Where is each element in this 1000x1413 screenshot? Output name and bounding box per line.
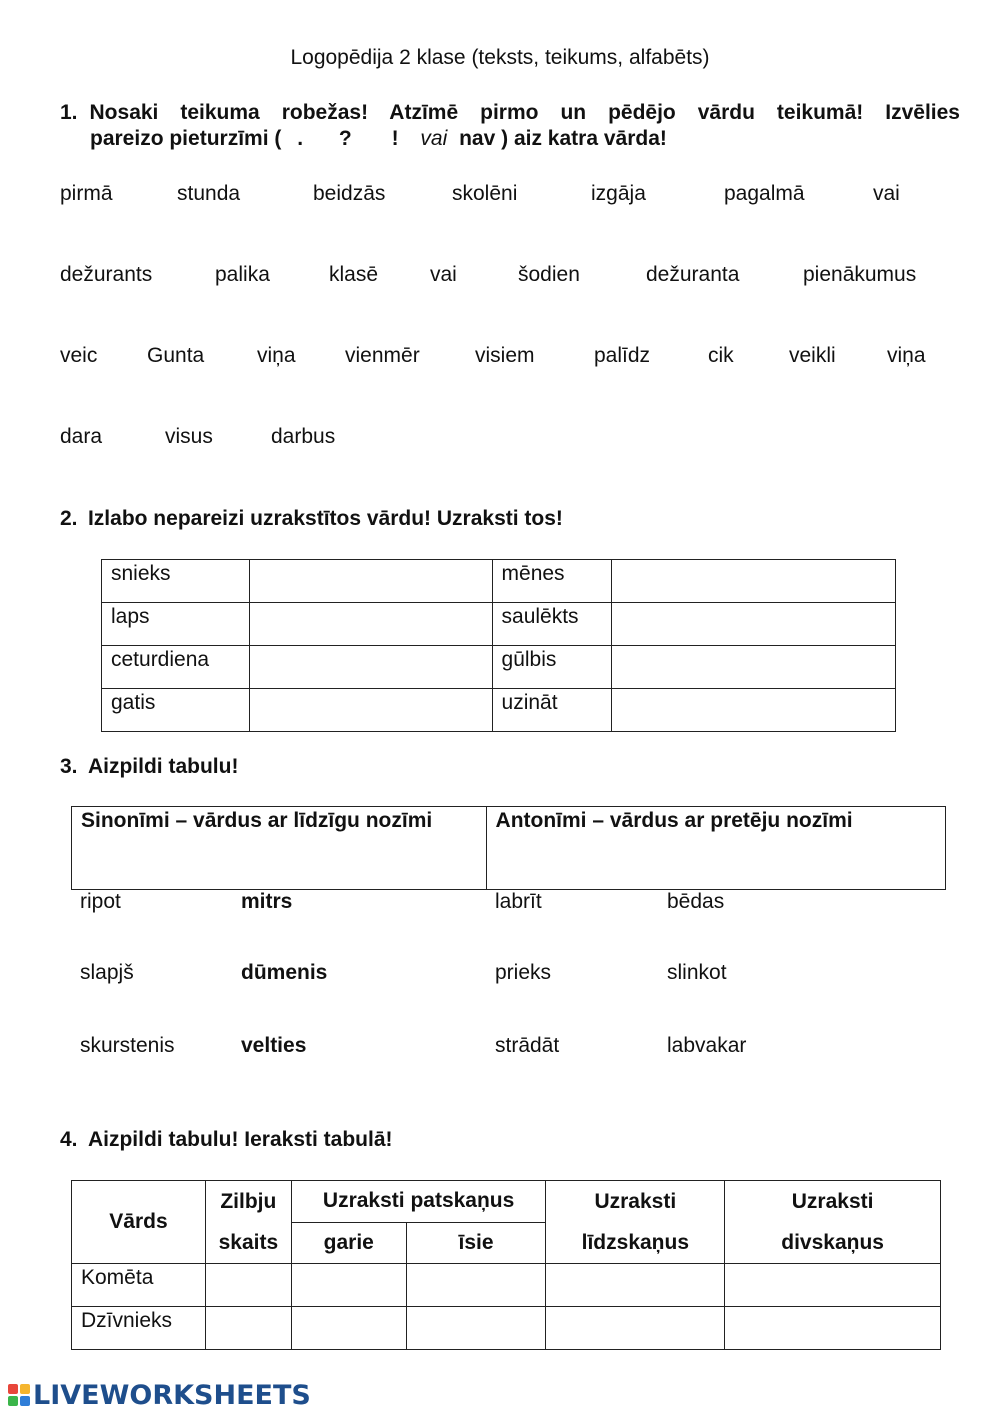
q3-table bbox=[71, 806, 946, 890]
answer-cell[interactable] bbox=[612, 560, 896, 603]
question-2-number: 2. bbox=[60, 507, 78, 530]
word[interactable]: cik bbox=[708, 344, 734, 367]
table-row bbox=[102, 689, 896, 732]
answer-cell[interactable] bbox=[291, 1307, 406, 1350]
word[interactable]: stunda bbox=[177, 182, 241, 205]
word-chip[interactable]: skurstenis bbox=[80, 1034, 175, 1057]
table-row bbox=[72, 807, 946, 890]
word-chip[interactable]: prieks bbox=[495, 961, 552, 984]
question-4 bbox=[60, 1128, 393, 1152]
word[interactable]: šodien bbox=[518, 263, 580, 286]
word[interactable]: klasē bbox=[329, 263, 379, 286]
question-1-number: 1. bbox=[60, 101, 78, 124]
question-3-number: 3. bbox=[60, 755, 78, 778]
answer-cell[interactable] bbox=[546, 1307, 725, 1350]
answer-cell[interactable] bbox=[291, 1264, 406, 1307]
answer-cell[interactable] bbox=[612, 603, 896, 646]
question-3-text: Aizpildi tabulu! bbox=[87, 755, 239, 778]
misspelled-word: gūlbis bbox=[492, 646, 612, 689]
word[interactable]: veic bbox=[60, 344, 98, 367]
word[interactable]: dežurants bbox=[60, 263, 153, 286]
word[interactable]: visiem bbox=[475, 344, 535, 367]
word-chip[interactable]: strādāt bbox=[495, 1034, 560, 1057]
table-row bbox=[102, 560, 896, 603]
answer-cell[interactable] bbox=[249, 603, 492, 646]
table-row bbox=[72, 1307, 941, 1350]
word-chip[interactable]: slinkot bbox=[667, 961, 727, 984]
header-long-vowels: garie bbox=[291, 1222, 406, 1264]
word[interactable]: veikli bbox=[789, 344, 836, 367]
q2-table bbox=[101, 559, 896, 732]
word[interactable]: pienākumus bbox=[803, 263, 917, 286]
word[interactable]: darbus bbox=[271, 425, 336, 448]
word-chip[interactable]: labvakar bbox=[667, 1034, 747, 1057]
logo-square bbox=[20, 1384, 30, 1394]
header-consonants-label: līdzskaņus bbox=[546, 1222, 725, 1264]
header-syllables-count: skaits bbox=[205, 1222, 291, 1264]
question-2 bbox=[60, 507, 563, 531]
question-1-line1: Nosaki teikuma robežas! Atzīmē pirmo un pēdējo vārdu teikumā! Izvēlies bbox=[89, 101, 960, 124]
page-title: Logopēdija 2 klase (teksts, teikums, alfabēts) bbox=[290, 46, 710, 69]
table-row bbox=[72, 1264, 941, 1307]
word[interactable]: pagalmā bbox=[724, 182, 805, 205]
logo-icon bbox=[8, 1384, 30, 1406]
q4-table bbox=[71, 1180, 941, 1350]
word-chip[interactable]: dūmenis bbox=[241, 961, 328, 984]
word[interactable]: beidzās bbox=[313, 182, 386, 205]
header-word: Vārds bbox=[72, 1181, 206, 1264]
misspelled-word: laps bbox=[102, 603, 250, 646]
table-row bbox=[102, 603, 896, 646]
word-cell: Komēta bbox=[72, 1264, 206, 1307]
word[interactable]: vai bbox=[873, 182, 900, 205]
word[interactable]: viņa bbox=[257, 344, 296, 367]
answer-cell[interactable] bbox=[249, 689, 492, 732]
word[interactable]: palika bbox=[215, 263, 270, 286]
header-short-vowels: īsie bbox=[406, 1222, 546, 1264]
word[interactable]: Gunta bbox=[147, 344, 205, 367]
word[interactable]: vai bbox=[430, 263, 457, 286]
word[interactable]: skolēni bbox=[452, 182, 518, 205]
answer-cell[interactable] bbox=[249, 646, 492, 689]
misspelled-word: mēnes bbox=[492, 560, 612, 603]
word[interactable]: izgāja bbox=[591, 182, 646, 205]
word[interactable]: vienmēr bbox=[345, 344, 420, 367]
word-chip[interactable]: ripot bbox=[80, 890, 121, 913]
word-chip[interactable]: slapjš bbox=[80, 961, 134, 984]
answer-cell[interactable] bbox=[249, 560, 492, 603]
header-consonants: Uzraksti bbox=[546, 1181, 725, 1223]
answer-cell[interactable] bbox=[406, 1307, 546, 1350]
answer-cell[interactable] bbox=[725, 1307, 941, 1350]
antonyms-header[interactable]: Antonīmi – vārdus ar pretēju nozīmi bbox=[486, 807, 945, 890]
header-syllables: Zilbju bbox=[205, 1181, 291, 1223]
table-header-row bbox=[72, 1181, 941, 1223]
misspelled-word: gatis bbox=[102, 689, 250, 732]
answer-cell[interactable] bbox=[612, 689, 896, 732]
logo-square bbox=[20, 1396, 30, 1406]
word[interactable]: dežuranta bbox=[646, 263, 740, 286]
word-chip[interactable]: velties bbox=[241, 1034, 307, 1057]
misspelled-word: saulēkts bbox=[492, 603, 612, 646]
question-1 bbox=[60, 101, 960, 151]
answer-cell[interactable] bbox=[546, 1264, 725, 1307]
answer-cell[interactable] bbox=[205, 1264, 291, 1307]
word[interactable]: dara bbox=[60, 425, 103, 448]
header-vowels: Uzraksti patskaņus bbox=[291, 1181, 546, 1223]
header-diphthongs-label: divskaņus bbox=[725, 1222, 941, 1264]
answer-cell[interactable] bbox=[205, 1307, 291, 1350]
logo-square bbox=[8, 1384, 18, 1394]
question-4-text: Aizpildi tabulu! Ieraksti tabulā! bbox=[87, 1128, 393, 1151]
word-chip[interactable]: mitrs bbox=[241, 890, 293, 913]
word[interactable]: viņa bbox=[887, 344, 926, 367]
misspelled-word: uzināt bbox=[492, 689, 612, 732]
header-diphthongs: Uzraksti bbox=[725, 1181, 941, 1223]
word[interactable]: pirmā bbox=[60, 182, 113, 205]
answer-cell[interactable] bbox=[725, 1264, 941, 1307]
table-row bbox=[102, 646, 896, 689]
logo-text: LIVEWORKSHEETS bbox=[33, 1379, 311, 1411]
word-chip[interactable]: bēdas bbox=[667, 890, 725, 913]
answer-cell[interactable] bbox=[406, 1264, 546, 1307]
word-chip[interactable]: labrīt bbox=[495, 890, 542, 913]
word[interactable]: palīdz bbox=[594, 344, 651, 367]
word[interactable]: visus bbox=[165, 425, 213, 448]
question-1-line2: pareizo pieturzīmi ( . ? ! vai nav ) aiz katra vārda! bbox=[90, 127, 667, 150]
logo-square bbox=[8, 1396, 18, 1406]
misspelled-word: snieks bbox=[102, 560, 250, 603]
misspelled-word: ceturdiena bbox=[102, 646, 250, 689]
answer-cell[interactable] bbox=[612, 646, 896, 689]
question-3 bbox=[60, 755, 238, 779]
word-cell: Dzīvnieks bbox=[72, 1307, 206, 1350]
synonyms-header[interactable]: Sinonīmi – vārdus ar līdzīgu nozīmi bbox=[72, 807, 487, 890]
liveworksheets-logo bbox=[8, 1380, 311, 1410]
question-4-number: 4. bbox=[60, 1128, 78, 1151]
question-2-text: Izlabo nepareizi uzrakstītos vārdu! Uzraksti tos! bbox=[87, 507, 563, 530]
